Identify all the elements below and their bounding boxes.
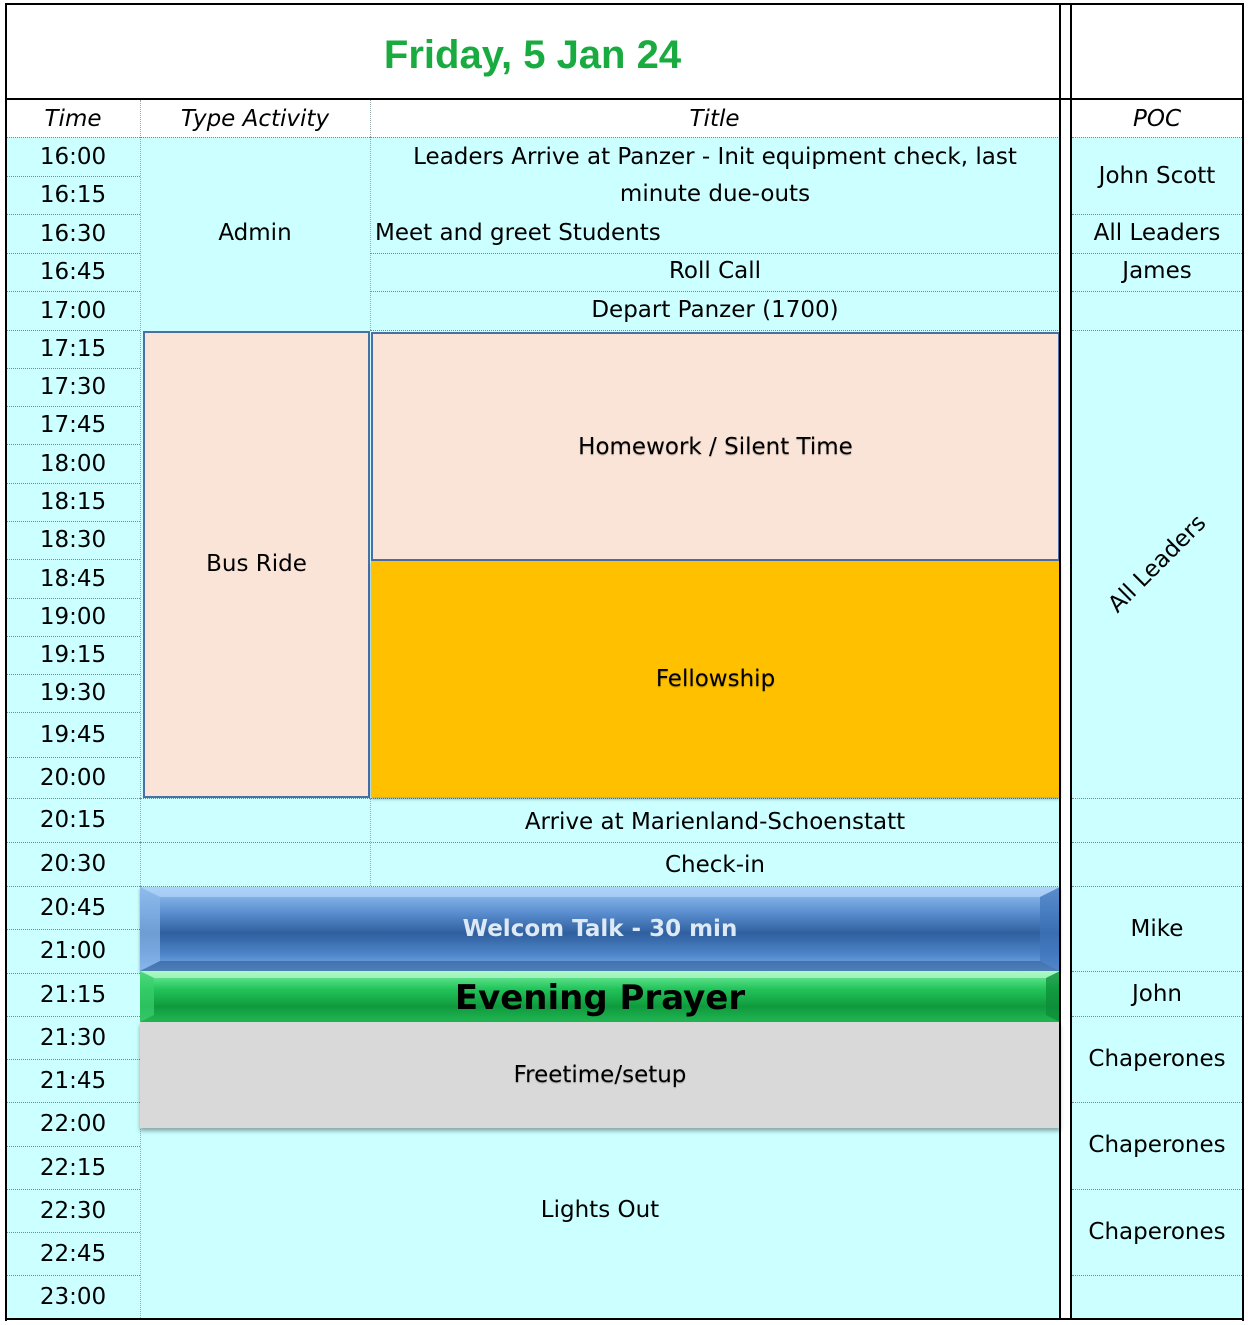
time-row-divider: [7, 521, 140, 522]
time-label: 17:00: [39, 297, 107, 324]
time-row-divider: [7, 253, 140, 254]
header-type-activity: Type Activity: [140, 100, 370, 137]
time-row-divider: [7, 973, 140, 974]
time-row-divider: [7, 1189, 140, 1190]
time-label: 22:15: [39, 1154, 107, 1181]
poc-all-leaders-rotated-cell: [1071, 330, 1243, 798]
time-label: 17:45: [39, 412, 107, 438]
time-row-divider: [7, 674, 140, 675]
title-leaders-arrive: Leaders Arrive at Panzer - Init equipment check, last minute due-outs: [413, 144, 1017, 207]
poc-all-leaders-rotated: All Leaders: [1103, 510, 1211, 618]
time-label: 21:45: [39, 1067, 107, 1094]
time-label: 16:00: [39, 143, 107, 170]
time-row-divider: [7, 406, 140, 407]
title-row-divider: [370, 330, 1060, 331]
time-row-divider: [7, 176, 140, 177]
evening-prayer-label: Evening Prayer: [454, 977, 746, 1018]
time-row-divider: [7, 444, 140, 445]
block-freetime: Freetime/setup: [140, 1022, 1060, 1128]
block-homework: Homework / Silent Time: [371, 332, 1060, 561]
time-row-divider: [7, 886, 140, 887]
time-label: 18:45: [39, 565, 107, 592]
body-row-divider: [140, 798, 1060, 799]
page-title: Friday, 5 Jan 24: [383, 32, 682, 77]
col-divider-type-top: [370, 137, 371, 330]
time-row-divider: [7, 636, 140, 637]
time-label: 17:15: [39, 336, 107, 362]
header-poc: POC: [1071, 100, 1243, 137]
title-roll-call: Roll Call: [668, 258, 762, 284]
header-title: Title: [370, 100, 1059, 137]
left-border: [5, 3, 7, 1321]
time-row-divider: [7, 368, 140, 369]
header-bottom-line: [6, 98, 1243, 100]
time-label: 23:00: [39, 1283, 107, 1310]
poc-john-scott: John Scott: [1098, 162, 1216, 189]
time-row-divider: [7, 712, 140, 713]
title-checkin: Check-in: [664, 851, 766, 878]
time-row-divider: [7, 1102, 140, 1103]
time-label: 21:30: [39, 1024, 107, 1051]
poc-row-divider: [1072, 842, 1242, 843]
header-time: Time: [6, 100, 140, 137]
double-separator-a: [1059, 3, 1061, 1320]
poc-row-divider: [1072, 1275, 1242, 1276]
poc-all-leaders: All Leaders: [1093, 220, 1221, 246]
poc-row-divider: [1072, 971, 1242, 972]
time-row-divider: [7, 330, 140, 331]
time-row-divider: [7, 483, 140, 484]
time-label: 17:30: [39, 374, 107, 400]
block-evening-prayer: [140, 971, 1060, 1022]
time-row-divider: [7, 559, 140, 560]
title-meet-greet: Meet and greet Students: [375, 220, 661, 246]
time-row-divider: [7, 842, 140, 843]
time-label: 19:45: [39, 721, 107, 748]
time-label: 18:30: [39, 527, 107, 553]
poc-chaperones-3: Chaperones: [1088, 1218, 1226, 1245]
type-admin: Admin: [218, 220, 292, 246]
double-separator-b: [1070, 3, 1072, 1320]
block-fellowship: Fellowship: [371, 561, 1060, 797]
time-row-divider: [7, 137, 140, 138]
poc-john: John: [1131, 981, 1182, 1007]
time-row-divider: [7, 757, 140, 758]
time-label: 20:30: [39, 851, 107, 877]
time-row-divider: [7, 1146, 140, 1147]
poc-row-divider: [1072, 798, 1242, 799]
time-row-divider: [7, 1016, 140, 1017]
time-label: 21:00: [39, 938, 107, 964]
poc-chaperones-2: Chaperones: [1088, 1131, 1226, 1158]
time-row-divider: [7, 1059, 140, 1060]
welcome-talk-label: Welcom Talk - 30 min: [462, 916, 738, 942]
time-label: 16:30: [39, 220, 107, 247]
poc-banner: [1071, 4, 1243, 100]
block-welcome-talk: [140, 887, 1060, 971]
time-label: 22:45: [39, 1240, 107, 1267]
right-border: [1242, 3, 1244, 1321]
body-row-divider: [140, 842, 1060, 843]
time-label: 18:15: [39, 489, 107, 515]
time-label: 19:30: [39, 680, 107, 706]
poc-james: James: [1122, 258, 1192, 284]
time-row-divider: [7, 598, 140, 599]
time-label: 22:00: [39, 1111, 107, 1137]
poc-mike: Mike: [1130, 915, 1184, 942]
time-row-divider: [7, 929, 140, 930]
title-lights-out: Lights Out: [540, 1196, 660, 1223]
title-depart: Depart Panzer (1700): [591, 296, 839, 323]
type-bus-ride: Bus Ride: [143, 331, 370, 798]
time-label: 19:00: [39, 604, 107, 630]
time-label: 22:30: [39, 1197, 107, 1224]
time-row-divider: [7, 1275, 140, 1276]
time-label: 16:15: [39, 182, 107, 208]
time-row-divider: [7, 798, 140, 799]
col-divider-type-header: [370, 100, 371, 137]
time-row-divider: [7, 214, 140, 215]
time-label: 20:45: [39, 894, 107, 921]
title-arrive: Arrive at Marienland-Schoenstatt: [524, 808, 906, 835]
poc-chaperones-1: Chaperones: [1088, 1045, 1226, 1072]
time-label: 18:00: [39, 450, 107, 477]
poc-row-divider: [1072, 291, 1242, 292]
time-row-divider: [7, 1232, 140, 1233]
time-label: 20:00: [39, 764, 107, 791]
time-label: 19:15: [39, 642, 107, 668]
time-label: 20:15: [39, 807, 107, 833]
time-row-divider: [7, 291, 140, 292]
time-label: 21:15: [39, 981, 107, 1008]
time-label: 16:45: [39, 259, 107, 285]
